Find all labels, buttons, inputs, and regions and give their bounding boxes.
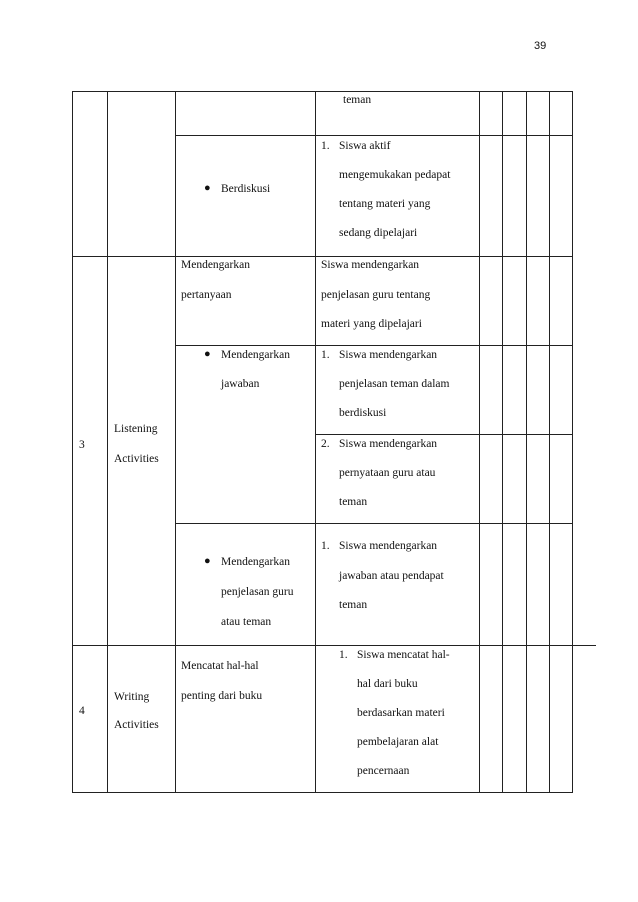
indicator-text: Siswa mendengarkan [339, 438, 438, 450]
list-number: 1. [321, 349, 330, 361]
list-number: 1. [339, 649, 348, 661]
sub-activity-text: Mendengarkan [221, 556, 290, 568]
indicator-text: berdiskusi [339, 407, 387, 419]
sub-activity-text: Berdiskusi [221, 183, 271, 195]
indicator-text: jawaban atau pendapat [339, 570, 444, 582]
indicator-text: tentang materi yang [339, 198, 431, 210]
indicator-text: Siswa mendengarkan [339, 540, 438, 552]
indicator-text: materi yang dipelajari [321, 318, 422, 330]
sub-activity-text: penting dari buku [181, 690, 263, 702]
list-number: 1. [321, 140, 330, 152]
indicator-text: sedang dipelajari [339, 227, 418, 239]
list-number: 2. [321, 438, 330, 450]
indicator-text: penjelasan guru tentang [321, 289, 431, 301]
indicator-text: pernyataan guru atau [339, 467, 436, 479]
row-number: 4 [79, 705, 85, 717]
sub-activity-text: atau teman [221, 616, 272, 628]
indicator-text: penjelasan teman dalam [339, 378, 450, 390]
activity-name: Activities [114, 719, 159, 731]
activity-name: Writing [114, 691, 150, 703]
sub-activity-text: jawaban [221, 378, 260, 390]
indicator-text: Siswa mendengarkan [339, 349, 438, 361]
indicator-text: pencernaan [357, 765, 410, 777]
activity-name: Listening [114, 423, 158, 435]
indicator-text: teman [343, 94, 372, 106]
indicator-text: berdasarkan materi [357, 707, 445, 719]
indicator-text: teman [339, 496, 368, 508]
indicator-text: mengemukakan pedapat [339, 169, 451, 181]
indicator-text: pembelajaran alat [357, 736, 439, 748]
row-number: 3 [79, 439, 85, 451]
bullet-icon: ● [204, 348, 211, 360]
page-number: 39 [534, 40, 547, 52]
indicator-text: Siswa mendengarkan [321, 259, 420, 271]
sub-activity-text: Mendengarkan [181, 259, 250, 271]
indicator-text: hal dari buku [357, 678, 418, 690]
bullet-icon: ● [204, 182, 211, 194]
sub-activity-text: Mendengarkan [221, 349, 290, 361]
list-number: 1. [321, 540, 330, 552]
indicator-text: Siswa mencatat hal- [357, 649, 450, 661]
activity-name: Activities [114, 453, 159, 465]
indicator-text: teman [339, 599, 368, 611]
sub-activity-text: pertanyaan [181, 289, 232, 301]
sub-activity-text: Mencatat hal-hal [181, 660, 259, 672]
sub-activity-text: penjelasan guru [221, 586, 294, 598]
indicator-text: Siswa aktif [339, 140, 391, 152]
bullet-icon: ● [204, 555, 211, 567]
